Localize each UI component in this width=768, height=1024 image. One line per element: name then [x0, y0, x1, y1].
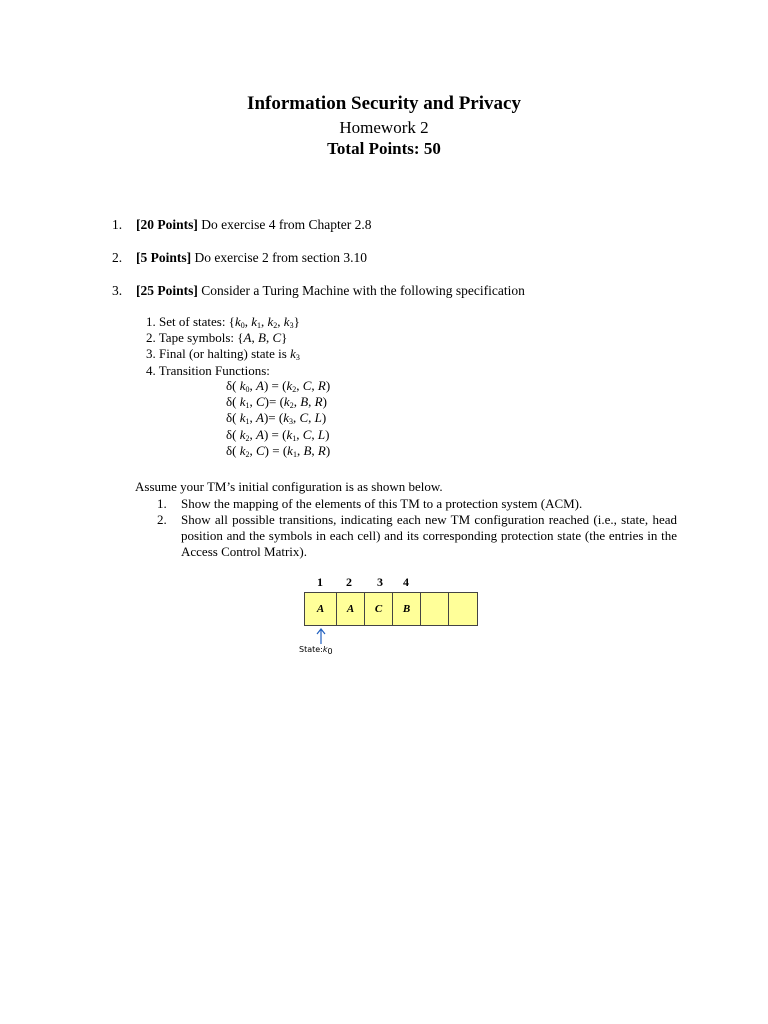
- spec-tape-symbols: 2. Tape symbols: {A, B, C}: [146, 330, 288, 346]
- tape-cell: [449, 593, 477, 625]
- total-points: Total Points: 50: [327, 139, 441, 158]
- tape-number-2: 2: [346, 575, 352, 589]
- question-text: Consider a Turing Machine with the following specification: [197, 283, 525, 298]
- task-number: 2.: [157, 512, 167, 527]
- transition-3: δ( $k_1$, $A)= (k_3$, C, L): [226, 410, 327, 427]
- tape-number-4: 4: [403, 575, 409, 589]
- question-number: 1.: [112, 217, 123, 232]
- question-3: [112, 283, 525, 299]
- document-title: Information Security and Privacy: [247, 93, 521, 114]
- question-2: [112, 250, 367, 266]
- tape-number-3: 3: [377, 575, 383, 589]
- question-points: [25 Points]: [136, 283, 198, 298]
- spec-states: 1. Set of states: {$k_0$, $k_1$, $k_2$, $k_3$}: [146, 314, 300, 330]
- task-number: 1.: [157, 496, 167, 511]
- question-points: [5 Points]: [136, 250, 192, 265]
- head-state-label: $State:k_0$: [299, 645, 333, 656]
- transition-5: δ( $k_2$, $C) = (k_1$, B, R): [226, 442, 331, 459]
- transition-4: δ( $k_2$, $A) = (k_1$, C, L): [226, 426, 330, 443]
- question-text: Do exercise 4 from Chapter 2.8: [197, 217, 372, 232]
- question-number: 2.: [112, 250, 123, 265]
- question-1: [112, 217, 371, 233]
- task-list: [157, 496, 677, 560]
- turing-tape: [304, 592, 478, 626]
- tape-number-1: 1: [317, 575, 323, 589]
- tape-cell: C: [365, 593, 393, 625]
- tape-cell: A: [337, 593, 365, 625]
- spec-final-state: 3. Final (or halting) state is $k_3$: [146, 346, 300, 363]
- head-state-value: 0: [327, 647, 333, 656]
- tape-cell: A: [305, 593, 337, 625]
- transition-functions: [226, 378, 330, 459]
- task-text: Show all possible transitions, indicating each new TM configuration reached (i.e., state, head position and the symbols in each cell) and its corresponding protection state (the entries in the Access Control Matrix).: [181, 512, 677, 559]
- spec-transition-heading: 4. Transition Functions:: [146, 362, 270, 378]
- tape-cell: B: [393, 593, 421, 625]
- task-text: Show the mapping of the elements of this TM to a protection system (ACM).: [181, 496, 583, 511]
- transition-1: δ( $k_0$, $A) = (k_2$, C, R): [226, 378, 331, 394]
- question-points: [20 Points]: [136, 217, 198, 232]
- task-2: [157, 512, 677, 560]
- tm-specification: [146, 314, 300, 379]
- head-arrow-icon: [312, 627, 330, 645]
- task-1: [157, 496, 677, 512]
- tape-cell: [421, 593, 449, 625]
- document-subtitle: Homework 2: [339, 118, 429, 137]
- question-text: Do exercise 2 from section 3.10: [191, 250, 367, 265]
- transition-2: δ( $k_1$, $C)= (k_2$, B, R): [226, 394, 327, 411]
- assume-text: Assume your TM’s initial configuration is as shown below.: [135, 479, 443, 494]
- question-number: 3.: [112, 283, 123, 298]
